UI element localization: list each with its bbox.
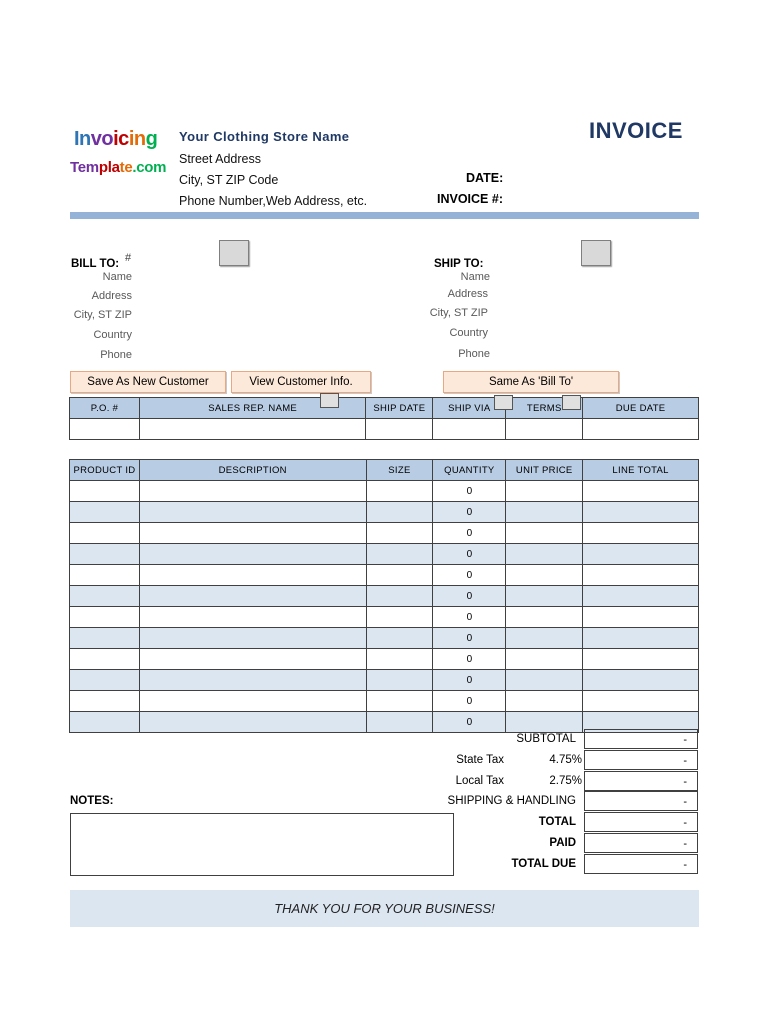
logo-segment: te bbox=[119, 159, 133, 176]
total-due-label: TOTAL DUE bbox=[511, 858, 576, 870]
product-id-cell[interactable] bbox=[70, 481, 140, 502]
line-total-cell bbox=[583, 691, 699, 712]
line-total-cell bbox=[583, 565, 699, 586]
unit-price-cell[interactable] bbox=[506, 670, 583, 691]
unit-price-cell[interactable] bbox=[506, 565, 583, 586]
quantity-cell[interactable]: 0 bbox=[433, 712, 506, 733]
sales-rep-cell[interactable] bbox=[139, 419, 366, 440]
ship-to-city: City, ST ZIP bbox=[429, 307, 488, 319]
size-cell[interactable] bbox=[366, 670, 433, 691]
line-total-cell bbox=[583, 544, 699, 565]
description-cell[interactable] bbox=[139, 628, 366, 649]
line-total-cell bbox=[583, 502, 699, 523]
unit-price-cell[interactable] bbox=[506, 691, 583, 712]
size-cell[interactable] bbox=[366, 691, 433, 712]
quantity-cell[interactable]: 0 bbox=[433, 691, 506, 712]
quantity-cell[interactable]: 0 bbox=[433, 544, 506, 565]
unit-price-cell[interactable] bbox=[506, 628, 583, 649]
size-cell[interactable] bbox=[366, 481, 433, 502]
col-size: SIZE bbox=[366, 460, 433, 481]
state-tax-rate[interactable]: 4.75% bbox=[549, 754, 582, 766]
date-label: DATE: bbox=[466, 171, 504, 185]
product-id-cell[interactable] bbox=[70, 502, 140, 523]
bill-to-phone: Phone bbox=[100, 349, 132, 361]
invoice-number-label: INVOICE #: bbox=[437, 192, 503, 206]
unit-price-cell[interactable] bbox=[506, 481, 583, 502]
logo-segment: in bbox=[128, 128, 146, 150]
line-total-cell bbox=[583, 670, 699, 691]
description-cell[interactable] bbox=[139, 607, 366, 628]
header-rule bbox=[70, 212, 699, 219]
description-cell[interactable] bbox=[139, 691, 366, 712]
subtotal-label: SUBTOTAL bbox=[516, 733, 576, 745]
col-product-id: PRODUCT ID bbox=[70, 460, 140, 481]
sales-rep-dropdown-button[interactable] bbox=[320, 393, 339, 408]
table-row bbox=[70, 523, 699, 544]
ship-to-name: Name bbox=[460, 271, 490, 283]
logo-line-1 bbox=[74, 128, 157, 151]
col-terms: TERMS bbox=[506, 398, 583, 419]
bill-to-country: Country bbox=[93, 329, 132, 341]
logo-line-2 bbox=[70, 159, 166, 176]
logo-segment: Tem bbox=[70, 159, 99, 176]
table-row bbox=[70, 670, 699, 691]
quantity-cell[interactable]: 0 bbox=[433, 502, 506, 523]
line-total-cell bbox=[583, 607, 699, 628]
ship-to-phone: Phone bbox=[458, 348, 490, 360]
total-label: TOTAL bbox=[538, 816, 576, 828]
ship-via-dropdown-button[interactable] bbox=[494, 395, 513, 410]
order-info-table bbox=[69, 397, 699, 440]
view-customer-info-button[interactable]: View Customer Info. bbox=[231, 371, 371, 393]
col-ship-via: SHIP VIA bbox=[433, 398, 506, 419]
po-cell[interactable] bbox=[70, 419, 140, 440]
quantity-cell[interactable]: 0 bbox=[433, 523, 506, 544]
quantity-cell[interactable]: 0 bbox=[433, 586, 506, 607]
size-cell[interactable] bbox=[366, 607, 433, 628]
unit-price-cell[interactable] bbox=[506, 649, 583, 670]
terms-cell[interactable] bbox=[506, 419, 583, 440]
line-total-cell bbox=[583, 586, 699, 607]
shipping-value[interactable]: - bbox=[584, 791, 698, 811]
quantity-cell[interactable]: 0 bbox=[433, 481, 506, 502]
product-id-cell[interactable] bbox=[70, 565, 140, 586]
total-due-value: - bbox=[584, 854, 698, 874]
product-id-cell[interactable] bbox=[70, 523, 140, 544]
col-quantity: QUANTITY bbox=[433, 460, 506, 481]
local-tax-rate[interactable]: 2.75% bbox=[549, 775, 582, 787]
unit-price-cell[interactable] bbox=[506, 523, 583, 544]
size-cell[interactable] bbox=[366, 628, 433, 649]
description-cell[interactable] bbox=[139, 649, 366, 670]
description-cell[interactable] bbox=[139, 523, 366, 544]
local-tax-label: Local Tax bbox=[455, 775, 504, 787]
col-due-date: DUE DATE bbox=[583, 398, 699, 419]
description-cell[interactable] bbox=[139, 481, 366, 502]
col-sales-rep: SALES REP. NAME bbox=[139, 398, 366, 419]
size-cell[interactable] bbox=[366, 712, 433, 733]
product-id-cell[interactable] bbox=[70, 607, 140, 628]
bill-to-address: Address bbox=[91, 290, 132, 302]
table-row bbox=[70, 607, 699, 628]
company-contact: Phone Number,Web Address, etc. bbox=[179, 194, 368, 208]
logo-segment: ic bbox=[113, 128, 129, 150]
ship-to-country: Country bbox=[449, 327, 488, 339]
logo-segment: vo bbox=[90, 128, 114, 150]
state-tax-value: - bbox=[584, 750, 698, 770]
table-row bbox=[70, 544, 699, 565]
save-new-customer-button[interactable]: Save As New Customer bbox=[70, 371, 226, 393]
ship-to-address: Address bbox=[447, 288, 488, 300]
quantity-cell[interactable]: 0 bbox=[433, 628, 506, 649]
col-unit-price: UNIT PRICE bbox=[506, 460, 583, 481]
size-cell[interactable] bbox=[366, 502, 433, 523]
product-id-cell[interactable] bbox=[70, 544, 140, 565]
bill-to-lookup-button[interactable] bbox=[219, 240, 249, 266]
bill-to-name: Name bbox=[102, 271, 132, 283]
bill-to-label: BILL TO: bbox=[71, 258, 120, 270]
description-cell[interactable] bbox=[139, 502, 366, 523]
line-total-cell bbox=[583, 523, 699, 544]
notes-box[interactable] bbox=[70, 813, 454, 876]
col-description: DESCRIPTION bbox=[139, 460, 366, 481]
company-street: Street Address bbox=[179, 152, 261, 166]
size-cell[interactable] bbox=[366, 544, 433, 565]
notes-label: NOTES: bbox=[70, 795, 114, 807]
line-total-cell bbox=[583, 481, 699, 502]
invoice-title: INVOICE bbox=[589, 118, 683, 143]
unit-price-cell[interactable] bbox=[506, 712, 583, 733]
company-city: City, ST ZIP Code bbox=[179, 173, 279, 187]
unit-price-cell[interactable] bbox=[506, 544, 583, 565]
paid-label: PAID bbox=[549, 837, 576, 849]
product-id-cell[interactable] bbox=[70, 712, 140, 733]
product-id-cell[interactable] bbox=[70, 649, 140, 670]
ship-date-cell[interactable] bbox=[366, 419, 433, 440]
ship-to-label: SHIP TO: bbox=[434, 258, 484, 270]
unit-price-cell[interactable] bbox=[506, 502, 583, 523]
ship-via-cell[interactable] bbox=[433, 419, 506, 440]
logo-segment: pla bbox=[98, 159, 120, 176]
thank-you-banner: THANK YOU FOR YOUR BUSINESS! bbox=[70, 890, 699, 927]
table-row bbox=[70, 502, 699, 523]
unit-price-cell[interactable] bbox=[506, 607, 583, 628]
table-row bbox=[70, 649, 699, 670]
quantity-cell[interactable]: 0 bbox=[433, 670, 506, 691]
line-items-table bbox=[69, 459, 699, 733]
table-row bbox=[70, 481, 699, 502]
product-id-cell[interactable] bbox=[70, 586, 140, 607]
quantity-cell[interactable]: 0 bbox=[433, 565, 506, 586]
logo-segment: g bbox=[145, 128, 158, 150]
paid-value[interactable]: - bbox=[584, 833, 698, 853]
bill-to-city: City, ST ZIP bbox=[73, 309, 132, 321]
total-value: - bbox=[584, 812, 698, 832]
unit-price-cell[interactable] bbox=[506, 586, 583, 607]
table-row bbox=[70, 586, 699, 607]
col-ship-date: SHIP DATE bbox=[366, 398, 433, 419]
same-as-bill-to-button[interactable]: Same As 'Bill To' bbox=[443, 371, 619, 393]
table-row bbox=[70, 691, 699, 712]
col-line-total: LINE TOTAL bbox=[583, 460, 699, 481]
due-date-cell[interactable] bbox=[583, 419, 699, 440]
subtotal-value: - bbox=[584, 729, 698, 749]
state-tax-label: State Tax bbox=[456, 754, 504, 766]
line-total-cell bbox=[583, 649, 699, 670]
line-total-cell bbox=[583, 628, 699, 649]
description-cell[interactable] bbox=[139, 544, 366, 565]
product-id-cell[interactable] bbox=[70, 691, 140, 712]
logo-segment: In bbox=[74, 128, 91, 150]
table-row bbox=[70, 565, 699, 586]
description-cell[interactable] bbox=[139, 670, 366, 691]
logo-segment: .com bbox=[132, 159, 167, 176]
size-cell[interactable] bbox=[366, 565, 433, 586]
description-cell[interactable] bbox=[139, 712, 366, 733]
size-cell[interactable] bbox=[366, 649, 433, 670]
description-cell[interactable] bbox=[139, 586, 366, 607]
local-tax-value: - bbox=[584, 771, 698, 791]
size-cell[interactable] bbox=[366, 523, 433, 544]
ship-to-lookup-button[interactable] bbox=[581, 240, 611, 266]
quantity-cell[interactable]: 0 bbox=[433, 649, 506, 670]
description-cell[interactable] bbox=[139, 565, 366, 586]
shipping-label: SHIPPING & HANDLING bbox=[447, 795, 576, 807]
col-po: P.O. # bbox=[70, 398, 140, 419]
table-row bbox=[70, 628, 699, 649]
bill-to-hash: # bbox=[125, 252, 132, 264]
quantity-cell[interactable]: 0 bbox=[433, 607, 506, 628]
product-id-cell[interactable] bbox=[70, 628, 140, 649]
terms-dropdown-button[interactable] bbox=[562, 395, 581, 410]
size-cell[interactable] bbox=[366, 586, 433, 607]
product-id-cell[interactable] bbox=[70, 670, 140, 691]
company-name: Your Clothing Store Name bbox=[179, 129, 350, 144]
